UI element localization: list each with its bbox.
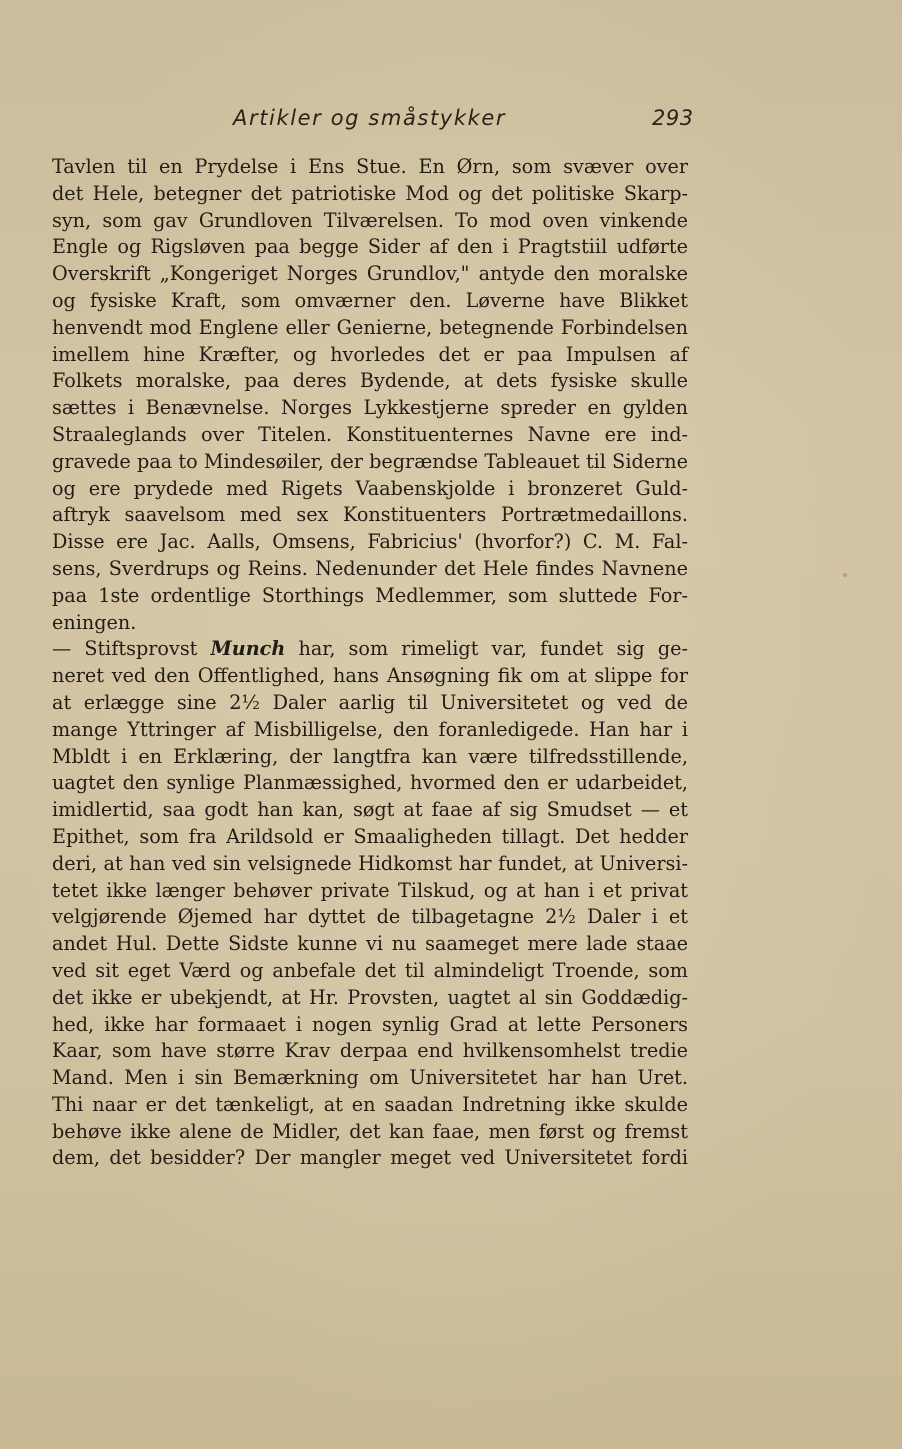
text-line: neret ved den Offentlighed, hans Ansøgning fik om at slippe for <box>52 664 688 688</box>
text-line: andet Hul. Dette Sidste kunne vi nu saameget mere lade staae <box>52 932 688 956</box>
text-line: velgjørende Øjemed har dyttet de tilbagetagne 2½ Daler i et <box>52 905 688 929</box>
text-line: dem, det besidder? Der mangler meget ved Universitetet fordi <box>52 1146 688 1170</box>
text-line: og ere prydede med Rigets Vaabenskjolde i bronzeret Guld- <box>52 476 688 500</box>
text-line: sættes i Benævnelse. Norges Lykkestjerne spreder en gylden <box>52 396 688 420</box>
text-line: uagtet den synlige Planmæssighed, hvormed den er udarbeidet, <box>52 771 688 795</box>
italic-name: Munch <box>210 637 286 661</box>
text-line: Engle og Rigsløven paa begge Sider af den i Pragtstiil udførte <box>52 235 688 259</box>
text-line: Mand. Men i sin Bemærkning om Universitetet har han Uret. <box>52 1066 688 1090</box>
text-fragment: har, som rimeligt var, fundet sig ge- <box>285 637 688 661</box>
page-header <box>0 106 902 136</box>
paragraph-1 <box>52 154 688 636</box>
text-line: Disse ere Jac. Aalls, Omsens, Fabricius' (hvorfor?) C. M. Fal- <box>52 530 688 554</box>
text-line: sens, Sverdrups og Reins. Nedenunder det Hele findes Navnene <box>52 556 688 580</box>
text-line: deri, at han ved sin velsignede Hidkomst har fundet, at Universi- <box>52 851 688 875</box>
text-line: Kaar, som have større Krav derpaa end hvilkensomhelst tredie <box>52 1039 688 1063</box>
text-line: og fysiske Kraft, som omværner den. Løverne have Blikket <box>52 288 688 312</box>
text-line: det Hele, betegner det patriotiske Mod og det politiske Skarp- <box>52 181 688 205</box>
text-line: Thi naar er det tænkeligt, at en saadan Indretning ikke skulde <box>52 1092 688 1116</box>
text-line: tetet ikke længer behøver private Tilskud, og at han i et privat <box>52 878 688 902</box>
text-line: Overskrift „Kongeriget Norges Grundlov," antyde den moralske <box>52 262 688 286</box>
paragraph-2 <box>52 636 688 1172</box>
text-line: imellem hine Kræfter, og hvorledes det er paa Impulsen af <box>52 342 688 366</box>
text-line: paa 1ste ordentlige Storthings Medlemmer, som sluttede For- <box>52 583 688 607</box>
text-line: ved sit eget Værd og anbefale det til almindeligt Troende, som <box>52 958 688 982</box>
text-line: Mbldt i en Erklæring, der langtfra kan være tilfredsstillende, <box>52 744 688 768</box>
text-line <box>52 636 688 663</box>
text-fragment: — Stiftsprovst <box>52 637 211 661</box>
text-line: Folkets moralske, paa deres Bydende, at dets fysiske skulle <box>52 369 688 393</box>
text-line: eningen. <box>52 610 137 634</box>
text-line: mange Yttringer af Misbilligelse, den foranledigede. Han har i <box>52 717 688 741</box>
text-line: aftryk saavelsom med sex Konstituenters Portrætmedaillons. <box>52 503 688 527</box>
body-text <box>52 154 688 1172</box>
text-line: at erlægge sine 2½ Daler aarlig til Universitetet og ved de <box>52 690 688 714</box>
text-line: Epithet, som fra Arildsold er Smaaligheden tillagt. Det hedder <box>52 824 688 848</box>
page-number: 293 <box>652 106 694 130</box>
paper-speck <box>843 573 847 577</box>
text-line: imidlertid, saa godt han kan, søgt at faae af sig Smudset — et <box>52 798 688 822</box>
text-line: hed, ikke har formaaet i nogen synlig Grad at lette Personers <box>52 1012 688 1036</box>
text-line: henvendt mod Englene eller Genierne, betegnende Forbindelsen <box>52 315 688 339</box>
text-line: Straaleglands over Titelen. Konstituenternes Navne ere ind- <box>52 422 688 446</box>
text-line: behøve ikke alene de Midler, det kan faae, men først og fremst <box>52 1119 688 1143</box>
text-line: gravede paa to Mindesøiler, der begrændse Tableauet til Siderne <box>52 449 688 473</box>
text-line: Tavlen til en Prydelse i Ens Stue. En Ørn, som svæver over <box>52 155 688 178</box>
text-line: syn, som gav Grundloven Tilværelsen. To mod oven vinkende <box>52 208 688 232</box>
running-title: Artikler og småstykker <box>233 106 507 130</box>
text-line: det ikke er ubekjendt, at Hr. Provsten, uagtet al sin Goddædig- <box>52 985 688 1009</box>
